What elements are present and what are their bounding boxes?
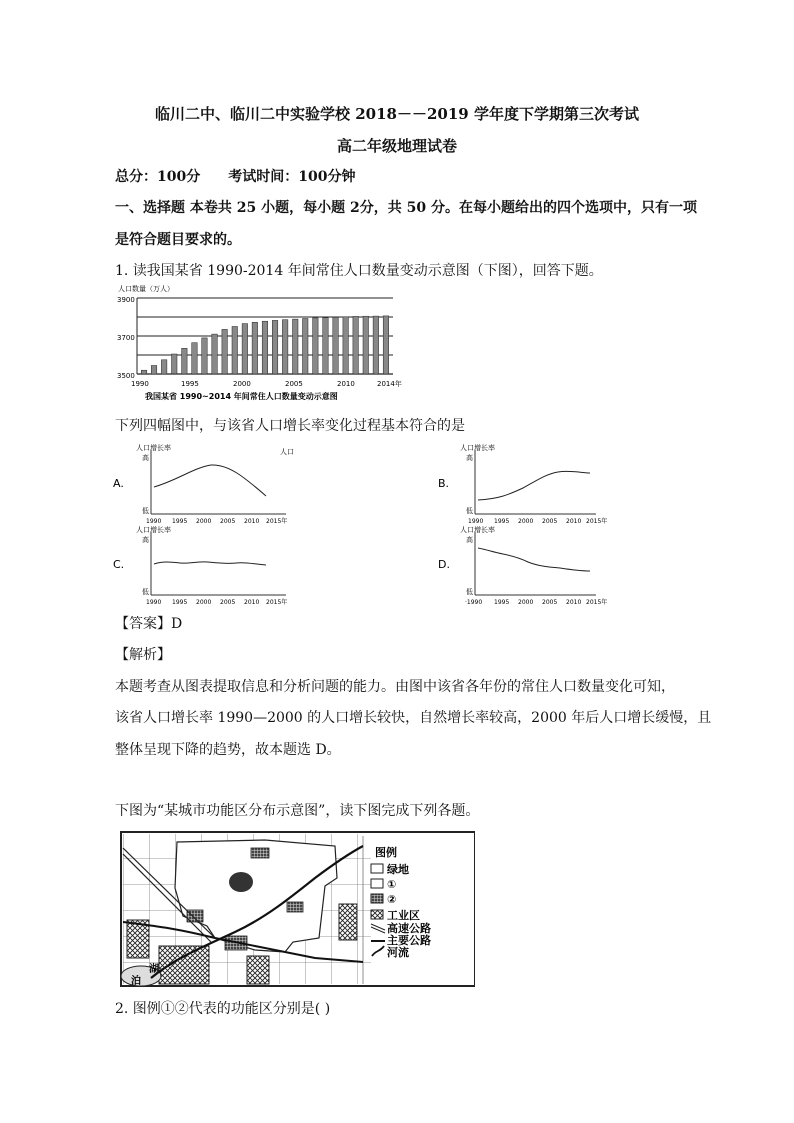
bar-1991 bbox=[151, 366, 157, 375]
option-c-x2010: 2010 bbox=[244, 599, 260, 606]
option-d-x2000: 2000 bbox=[518, 599, 534, 606]
exam-time: 考试时间：100分钟 bbox=[228, 169, 356, 185]
option-c-label: C. bbox=[113, 558, 125, 571]
option-d-low: 低 bbox=[466, 588, 473, 596]
bar-1995 bbox=[192, 343, 198, 374]
lake-label-1: 湖 bbox=[149, 964, 159, 975]
bar-2011 bbox=[353, 316, 359, 374]
option-d-x2015: 2015年 bbox=[586, 599, 608, 606]
bar-2007 bbox=[313, 318, 319, 374]
bar-2000 bbox=[242, 324, 248, 374]
q1-analysis-line3: 整体呈现下降的趋势，故本题选 D。 bbox=[115, 742, 341, 758]
bar-2014 bbox=[383, 316, 389, 374]
bar-1993 bbox=[172, 354, 178, 374]
option-c-high: 高 bbox=[142, 536, 149, 544]
option-c-low: 低 bbox=[142, 588, 149, 596]
q1-analysis-line2: 该省人口增长率 1990—2000 的人口增长较快，自然增长率较高，2000 年后人口增长缓慢，且 bbox=[115, 710, 712, 726]
legend-two-swatch bbox=[371, 894, 383, 903]
bar-2012 bbox=[363, 316, 369, 374]
legend-two: ② bbox=[387, 893, 397, 906]
legend-title: 图例 bbox=[375, 846, 397, 859]
option-a-x1995: 1995 bbox=[172, 518, 188, 525]
x-tick-2010: 2010 bbox=[337, 380, 355, 388]
option-charts bbox=[108, 440, 698, 610]
bar-2005 bbox=[293, 319, 299, 374]
industry-zone-b bbox=[159, 946, 209, 984]
chart-title: 我国某省 1990~2014 年间常住人口数量变动示意图 bbox=[145, 392, 338, 401]
option-b-x1995: 1995 bbox=[494, 518, 510, 525]
option-a-x1990: 1990 bbox=[146, 518, 162, 525]
q1-question: 下列四幅图中，与该省人口增长率变化过程基本符合的是 bbox=[115, 418, 465, 434]
x-tick-1995: 1995 bbox=[181, 380, 199, 388]
option-d-chart bbox=[438, 525, 607, 606]
bar-2004 bbox=[282, 320, 288, 374]
city-function-map bbox=[115, 828, 475, 988]
industry-zone-d bbox=[339, 904, 357, 940]
bar-1997 bbox=[212, 334, 218, 374]
section-heading-line1: 一、选择题 本卷共 25 小题，每小题 2分，共 50 分。在每小题给出的四个选项中，只有一项 bbox=[115, 200, 697, 216]
option-a-x2005: 2005 bbox=[220, 518, 236, 525]
section-heading-line2: 是符合题目要求的。 bbox=[115, 232, 241, 248]
q2-intro: 下图为“某城市功能区分布示意图”，读下图完成下列各题。 bbox=[115, 803, 480, 819]
option-b-x2005: 2005 bbox=[542, 518, 558, 525]
option-b-x1990: 1990 bbox=[468, 518, 484, 525]
option-b-chart bbox=[438, 443, 607, 525]
option-b-label: B. bbox=[438, 477, 450, 490]
option-a-x2010: 2010 bbox=[244, 518, 260, 525]
q1-analysis-line1: 本题考查从图表提取信息和分析问题的能力。由图中该省各年份的常住人口数量变化可知， bbox=[115, 679, 675, 695]
option-a-x2015: 2015年 bbox=[266, 518, 288, 525]
bar-1994 bbox=[182, 348, 188, 374]
option-d-curve bbox=[478, 548, 590, 571]
bar-2002 bbox=[262, 321, 268, 374]
option-a-high: 高 bbox=[142, 454, 149, 462]
bar-1992 bbox=[161, 360, 167, 374]
bar-2008 bbox=[323, 318, 329, 374]
option-c-x2000: 2000 bbox=[196, 599, 212, 606]
option-c-curve bbox=[154, 562, 266, 565]
bar-1996 bbox=[202, 338, 208, 374]
option-b-high: 高 bbox=[466, 454, 473, 462]
bar-1999 bbox=[232, 327, 238, 375]
zone-2-a bbox=[251, 848, 269, 858]
option-c-x1995: 1995 bbox=[172, 599, 188, 606]
bar-2006 bbox=[303, 319, 309, 375]
option-d-label: D. bbox=[438, 558, 450, 571]
q1-answer: 【答案】D bbox=[115, 616, 183, 632]
option-c-x2005: 2005 bbox=[220, 599, 236, 606]
industry-zone-c bbox=[247, 956, 269, 984]
option-b-curve bbox=[478, 471, 590, 500]
option-b-ylabel: 人口增长率 bbox=[460, 444, 495, 452]
option-a-ylabel: 人口增长率 bbox=[136, 444, 171, 452]
option-a-label: A. bbox=[113, 477, 124, 490]
option-c-x2015: 2015年 bbox=[266, 599, 288, 606]
zone-2-c bbox=[287, 902, 303, 912]
x-tick-2000: 2000 bbox=[233, 380, 251, 388]
legend-river: 河流 bbox=[387, 946, 409, 959]
option-d-x2005: 2005 bbox=[542, 599, 558, 606]
y-tick-3500: 3500 bbox=[117, 372, 135, 380]
bars-group bbox=[141, 316, 388, 374]
legend-green-swatch bbox=[371, 864, 383, 873]
bar-2003 bbox=[272, 320, 278, 374]
x-tick-1990: 1990 bbox=[131, 380, 149, 388]
legend-industry-swatch bbox=[371, 910, 383, 919]
option-a-partial-label: 人口 bbox=[280, 448, 294, 456]
q1-stem: 1. 读我国某省 1990-2014 年间常住人口数量变动示意图（下图），回答下题。 bbox=[115, 263, 603, 279]
option-c-x1990: 1990 bbox=[146, 599, 162, 606]
zone-2-b bbox=[229, 872, 253, 892]
bar-1998 bbox=[222, 329, 228, 374]
bar-2013 bbox=[373, 316, 379, 374]
q2-stem: 2. 图例①②代表的功能区分别是( ) bbox=[115, 1001, 331, 1017]
exam-info bbox=[115, 166, 355, 186]
q1-analysis-label: 【解析】 bbox=[115, 647, 171, 663]
y-tick-3900: 3900 bbox=[117, 296, 135, 304]
exam-subtitle: 高二年级地理试卷 bbox=[336, 137, 457, 155]
legend-one: ① bbox=[387, 878, 397, 891]
y-tick-3700: 3700 bbox=[117, 334, 135, 342]
bar-1990 bbox=[141, 370, 147, 374]
option-d-high: 高 bbox=[466, 536, 473, 544]
option-a-chart bbox=[113, 443, 294, 525]
legend-green: 绿地 bbox=[387, 863, 409, 876]
option-c-chart bbox=[113, 525, 287, 606]
option-b-x2015: 2015年 bbox=[586, 518, 608, 525]
legend-one-swatch bbox=[371, 879, 383, 888]
option-b-x2010: 2010 bbox=[566, 518, 582, 525]
x-tick-2014: 2014年 bbox=[377, 380, 402, 388]
option-d-ylabel: 人口增长率 bbox=[460, 526, 495, 534]
chart-ylabel: 人口数量（万人） bbox=[118, 285, 174, 293]
option-a-low: 低 bbox=[142, 507, 149, 515]
lake-label-2: 泊 bbox=[131, 976, 141, 987]
option-a-x2000: 2000 bbox=[196, 518, 212, 525]
legend-industry: 工业区 bbox=[387, 909, 420, 922]
option-d-x1995: 1995 bbox=[494, 599, 510, 606]
bar-2001 bbox=[252, 322, 258, 374]
option-b-low: 低 bbox=[466, 507, 473, 515]
legend-expressway: 高速公路 bbox=[387, 922, 431, 935]
total-score: 总分：100分 bbox=[115, 169, 201, 185]
option-d-x1990: ·1990 bbox=[465, 599, 483, 606]
option-b-x2000: 2000 bbox=[518, 518, 534, 525]
exam-title: 临川二中、临川二中实验学校 2018－－2019 学年度下学期第三次考试 bbox=[155, 105, 639, 123]
option-a-curve bbox=[154, 465, 266, 496]
population-bar-chart bbox=[115, 282, 405, 404]
legend-main-road: 主要公路 bbox=[387, 934, 431, 947]
option-d-x2010: 2010 bbox=[566, 599, 582, 606]
option-c-ylabel: 人口增长率 bbox=[136, 526, 171, 534]
bar-2010 bbox=[343, 317, 349, 374]
x-tick-2005: 2005 bbox=[285, 380, 303, 388]
bar-2009 bbox=[333, 317, 339, 374]
